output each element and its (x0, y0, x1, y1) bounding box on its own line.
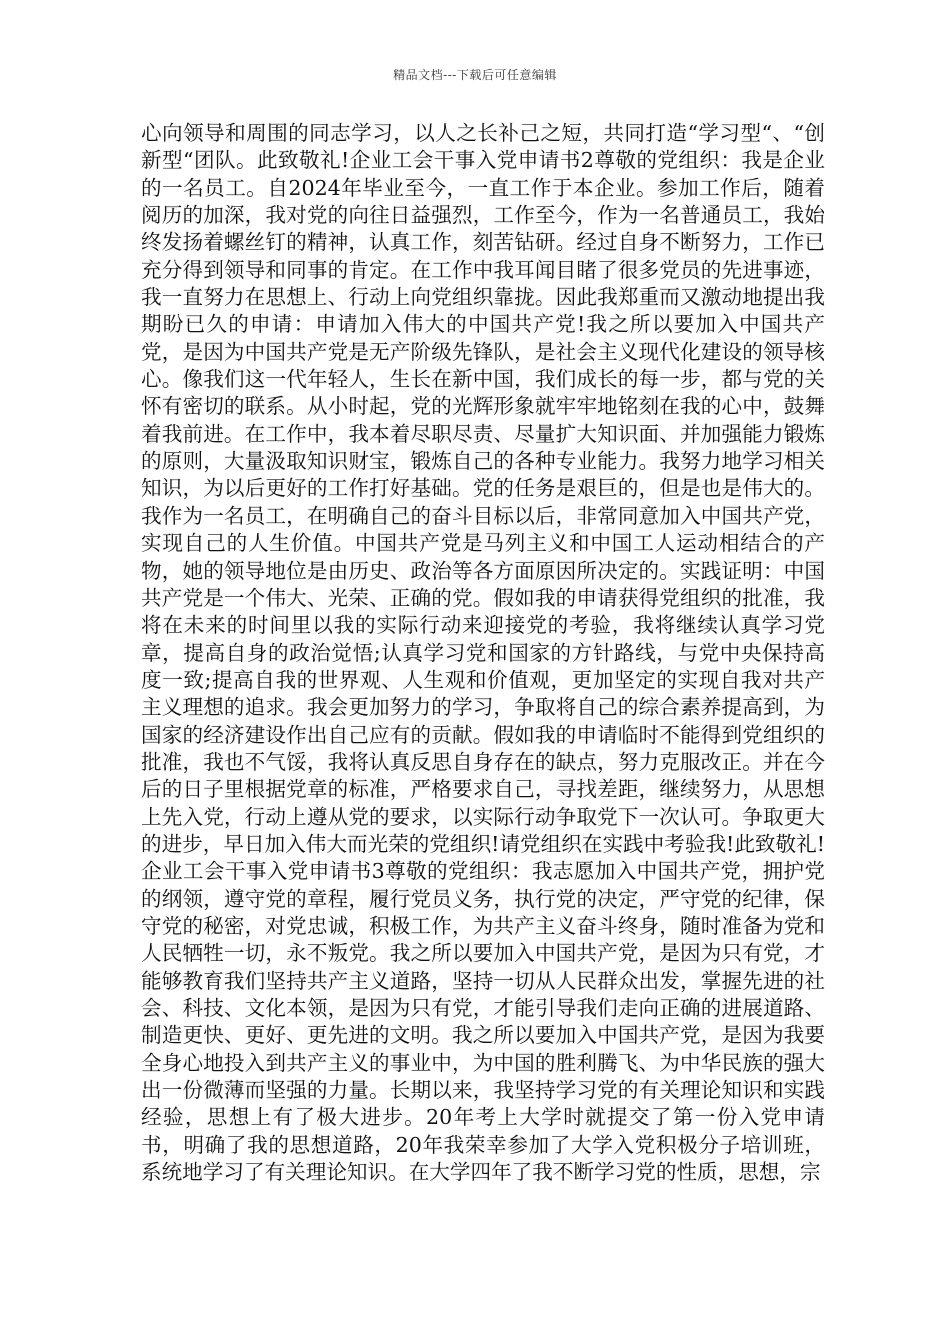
body-paragraph: 心向领导和周围的同志学习，以人之长补己之短，共同打造“学习型“、“创新型“团队。此致敬礼!企业工会干事入党申请书2尊敬的党组织：我是企业的一名员工。自2024年毕业至今，一直工作于本企业。参加工作后，随着阅历的加深，我对党的向往日益强烈，工作至今，作为一名普通员工，我始终发扬着螺丝钉的精神，认真工作，刻苦钻研。经过自身不断努力，工作已充分得到领导和同事的肯定。在工作中我耳闻目睹了很多党员的先进事迹，我一直努力在思想上、行动上向党组织靠拢。因此我郑重而又激动地提出我期盼已久的申请：申请加入伟大的中国共产党!我之所以要加入中国共产党，是因为中国共产党是无产阶级先锋队，是社会主义现代化建设的领导核心。像我们这一代年轻人，生长在新中国，我们成长的每一步，都与党的关怀有密切的联系。从小时起，党的光辉形象就牢牢地铭刻在我的心中，鼓舞着我前进。在工作中，我本着尽职尽责、尽量扩大知识面、并加强能力锻炼的原则，大量汲取知识财宝，锻炼自己的各种专业能力。我努力地学习相关知识，为以后更好的工作打好基础。党的任务是艰巨的，但是也是伟大的。我作为一名员工，在明确自己的奋斗目标以后，非常同意加入中国共产党，实现自己的人生价值。中国共产党是马列主义和中国工人运动相结合的产物，她的领导地位是由历史、政治等各方面原因所决定的。实践证明：中国共产党是一个伟大、光荣、正确的党。假如我的申请获得党组织的批准，我将在未来的时间里以我的实际行动来迎接党的考验，我将继续认真学习党章，提高自身的政治觉悟;认真学习党和国家的方针路线，与党中央保持高度一致;提高自我的世界观、人生观和价值观，更加坚定的实现自我对共产主义理想的追求。我会更加努力的学习，争取将自己的综合素养提高到，为国家的经济建设作出自己应有的贡献。假如我的申请临时不能得到党组织的批准，我也不气馁，我将认真反思自身存在的缺点，努力克服改正。并在今后的日子里根据党章的标准，严格要求自己，寻找差距，继续努力，从思想上先入党，行动上遵从党的要求，以实际行动争取党下一次认可。争取更大的进步，早日加入伟大而光荣的党组织!请党组织在实践中考验我!此致敬礼!企业工会干事入党申请书3尊敬的党组织：我志愿加入中国共产党，拥护党的纲领，遵守党的章程，履行党员义务，执行党的决定，严守党的纪律，保守党的秘密，对党忠诚，积极工作，为共产主义奋斗终身，随时准备为党和人民牺牲一切，永不叛党。我之所以要加入中国共产党，是因为只有党，才能够教育我们坚持共产主义道路，坚持一切从人民群众出发，掌握先进的社会、科技、文化本领，是因为只有党，才能引导我们走向正确的进展道路、制造更快、更好、更先进的文明。我之所以要加入中国共产党，是因为我要全身心地投入到共产主义的事业中，为中国的胜利腾飞、为中华民族的强大出一份微薄而坚强的力量。长期以来，我坚持学习党的有关理论知识和实践经验，思想上有了极大进步。20年考上大学时就提交了第一份入党申请书，明确了我的思想道路，20年我荣幸参加了大学入党积极分子培训班，系统地学习了有关理论知识。在大学四年了我不断学习党的性质，思想，宗 (141, 121, 825, 1185)
page-header: 精品文档---下载后可任意编辑 (393, 68, 557, 82)
